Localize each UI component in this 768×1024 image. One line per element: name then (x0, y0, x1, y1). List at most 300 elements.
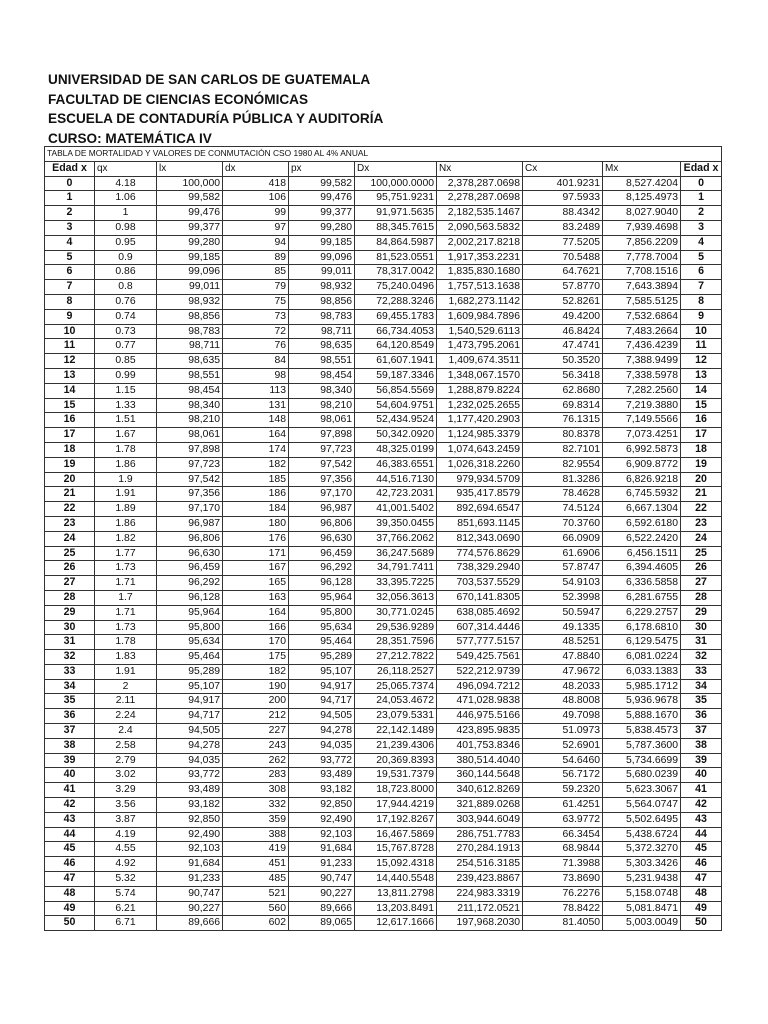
cell-Cx: 81.3286 (523, 472, 603, 487)
cell-Nx: 851,693.1145 (437, 516, 523, 531)
table-row (45, 176, 722, 191)
cell-Dx: 36,247.5689 (355, 546, 437, 561)
cell-qx: 0.98 (95, 220, 157, 235)
cell-lx: 95,289 (157, 664, 223, 679)
cell-dx: 182 (223, 457, 289, 472)
cell-Cx: 52.8261 (523, 294, 603, 309)
cell-qx: 6.21 (95, 901, 157, 916)
cell-px: 96,292 (289, 561, 355, 576)
cell-Mx: 6,394.4605 (603, 561, 681, 576)
cell-Cx: 83.2489 (523, 220, 603, 235)
table-row (45, 694, 722, 709)
cell-qx: 1.51 (95, 413, 157, 428)
cell-Dx: 17,192.8267 (355, 812, 437, 827)
cell-Nx: 254,516.3185 (437, 857, 523, 872)
cell-Mx: 7,282.2560 (603, 383, 681, 398)
cell-Cx: 49.4200 (523, 309, 603, 324)
cell-Nx: 2,002,217.8218 (437, 235, 523, 250)
cell-Nx: 496,094.7212 (437, 679, 523, 694)
cell-age-right: 19 (681, 457, 722, 472)
cell-Mx: 6,522.2420 (603, 531, 681, 546)
cell-lx: 97,898 (157, 442, 223, 457)
cell-dx: 131 (223, 398, 289, 413)
column-header-Cx: Cx (523, 161, 603, 176)
cell-qx: 1.89 (95, 502, 157, 517)
cell-Dx: 72,288.3246 (355, 294, 437, 309)
column-header-age: Edad x (45, 161, 95, 176)
cell-Mx: 5,838.4573 (603, 724, 681, 739)
cell-age-right: 13 (681, 368, 722, 383)
cell-Mx: 6,178.6810 (603, 620, 681, 635)
cell-dx: 166 (223, 620, 289, 635)
cell-age-right: 29 (681, 605, 722, 620)
table-row (45, 442, 722, 457)
cell-px: 97,170 (289, 487, 355, 502)
table-row (45, 872, 722, 887)
cell-age-right: 5 (681, 250, 722, 265)
cell-px: 96,128 (289, 576, 355, 591)
cell-dx: 75 (223, 294, 289, 309)
cell-Dx: 28,351.7596 (355, 635, 437, 650)
cell-px: 90,227 (289, 886, 355, 901)
cell-dx: 164 (223, 605, 289, 620)
cell-age-right: 9 (681, 309, 722, 324)
cell-dx: 283 (223, 768, 289, 783)
cell-qx: 1.77 (95, 546, 157, 561)
cell-lx: 98,340 (157, 398, 223, 413)
cell-age: 32 (45, 650, 95, 665)
cell-age-right: 50 (681, 916, 722, 931)
cell-px: 93,182 (289, 783, 355, 798)
cell-Dx: 88,345.7615 (355, 220, 437, 235)
cell-qx: 1.9 (95, 472, 157, 487)
cell-age: 19 (45, 457, 95, 472)
cell-Cx: 47.9672 (523, 664, 603, 679)
cell-Dx: 46,383.6551 (355, 457, 437, 472)
cell-Dx: 33,395.7225 (355, 576, 437, 591)
table-row (45, 916, 722, 931)
cell-age: 27 (45, 576, 95, 591)
cell-age-right: 4 (681, 235, 722, 250)
cell-age: 26 (45, 561, 95, 576)
cell-Mx: 7,708.1516 (603, 265, 681, 280)
cell-Dx: 66,734.4053 (355, 324, 437, 339)
cell-lx: 93,772 (157, 768, 223, 783)
cell-px: 98,210 (289, 398, 355, 413)
cell-Mx: 6,229.2757 (603, 605, 681, 620)
column-header-Mx: Mx (603, 161, 681, 176)
cell-dx: 262 (223, 753, 289, 768)
cell-dx: 418 (223, 176, 289, 191)
cell-age: 12 (45, 354, 95, 369)
cell-dx: 388 (223, 827, 289, 842)
cell-Cx: 74.5124 (523, 502, 603, 517)
cell-qx: 1.78 (95, 442, 157, 457)
table-row (45, 576, 722, 591)
cell-Cx: 78.4628 (523, 487, 603, 502)
table-row (45, 546, 722, 561)
cell-age-right: 23 (681, 516, 722, 531)
column-header-lx: lx (157, 161, 223, 176)
cell-Cx: 52.6901 (523, 738, 603, 753)
cell-px: 99,582 (289, 176, 355, 191)
cell-age-right: 34 (681, 679, 722, 694)
cell-Cx: 54.6460 (523, 753, 603, 768)
cell-Mx: 5,985.1712 (603, 679, 681, 694)
cell-dx: 175 (223, 650, 289, 665)
cell-Cx: 56.3418 (523, 368, 603, 383)
cell-lx: 92,103 (157, 842, 223, 857)
cell-lx: 95,964 (157, 605, 223, 620)
cell-age: 43 (45, 812, 95, 827)
cell-age-right: 2 (681, 206, 722, 221)
cell-Nx: 522,212.9739 (437, 664, 523, 679)
cell-lx: 98,711 (157, 339, 223, 354)
cell-Nx: 423,895.9835 (437, 724, 523, 739)
cell-Mx: 6,129.5475 (603, 635, 681, 650)
table-row (45, 280, 722, 295)
cell-age: 48 (45, 886, 95, 901)
cell-Cx: 48.2033 (523, 679, 603, 694)
cell-age-right: 32 (681, 650, 722, 665)
cell-Nx: 774,576.8629 (437, 546, 523, 561)
cell-dx: 113 (223, 383, 289, 398)
cell-age: 41 (45, 783, 95, 798)
cell-age-right: 39 (681, 753, 722, 768)
cell-Cx: 88.4342 (523, 206, 603, 221)
cell-Nx: 270,284.1913 (437, 842, 523, 857)
cell-Mx: 7,939.4698 (603, 220, 681, 235)
school-title: ESCUELA DE CONTADURÍA PÚBLICA Y AUDITORÍA (48, 111, 384, 126)
column-header-px: px (289, 161, 355, 176)
table-row (45, 857, 722, 872)
cell-age: 10 (45, 324, 95, 339)
cell-dx: 190 (223, 679, 289, 694)
cell-age: 16 (45, 413, 95, 428)
cell-px: 99,185 (289, 235, 355, 250)
cell-dx: 72 (223, 324, 289, 339)
cell-lx: 99,096 (157, 265, 223, 280)
cell-px: 98,551 (289, 354, 355, 369)
cell-lx: 99,377 (157, 220, 223, 235)
cell-dx: 332 (223, 798, 289, 813)
cell-px: 98,340 (289, 383, 355, 398)
cell-qx: 2.24 (95, 709, 157, 724)
cell-dx: 148 (223, 413, 289, 428)
cell-Mx: 7,073.4251 (603, 428, 681, 443)
cell-lx: 98,783 (157, 324, 223, 339)
table-row (45, 428, 722, 443)
cell-dx: 602 (223, 916, 289, 931)
cell-age: 18 (45, 442, 95, 457)
cell-Cx: 66.0909 (523, 531, 603, 546)
cell-px: 92,490 (289, 812, 355, 827)
cell-dx: 85 (223, 265, 289, 280)
cell-px: 99,377 (289, 206, 355, 221)
cell-Cx: 69.8314 (523, 398, 603, 413)
cell-Nx: 197,968.2030 (437, 916, 523, 931)
cell-age-right: 30 (681, 620, 722, 635)
cell-Dx: 14,440.5548 (355, 872, 437, 887)
cell-age-right: 48 (681, 886, 722, 901)
cell-Cx: 52.3998 (523, 590, 603, 605)
cell-age: 29 (45, 605, 95, 620)
cell-age-right: 36 (681, 709, 722, 724)
cell-age-right: 18 (681, 442, 722, 457)
cell-px: 98,932 (289, 280, 355, 295)
cell-px: 94,278 (289, 724, 355, 739)
table-row (45, 768, 722, 783)
cell-age-right: 31 (681, 635, 722, 650)
cell-Dx: 75,240.0496 (355, 280, 437, 295)
cell-lx: 98,932 (157, 294, 223, 309)
cell-Mx: 5,888.1670 (603, 709, 681, 724)
cell-Dx: 48,325.0199 (355, 442, 437, 457)
cell-age-right: 24 (681, 531, 722, 546)
cell-lx: 91,684 (157, 857, 223, 872)
cell-Cx: 82.9554 (523, 457, 603, 472)
table-row (45, 620, 722, 635)
cell-age-right: 6 (681, 265, 722, 280)
cell-dx: 521 (223, 886, 289, 901)
cell-Mx: 5,158.0748 (603, 886, 681, 901)
cell-qx: 1.06 (95, 191, 157, 206)
cell-qx: 6.71 (95, 916, 157, 931)
cell-Mx: 8,027.9040 (603, 206, 681, 221)
cell-Dx: 23,079.5331 (355, 709, 437, 724)
cell-lx: 93,489 (157, 783, 223, 798)
cell-Nx: 1,124,985.3379 (437, 428, 523, 443)
cell-age-right: 28 (681, 590, 722, 605)
cell-px: 98,783 (289, 309, 355, 324)
cell-dx: 184 (223, 502, 289, 517)
cell-age: 28 (45, 590, 95, 605)
cell-Cx: 63.9772 (523, 812, 603, 827)
table-row (45, 812, 722, 827)
cell-age: 49 (45, 901, 95, 916)
table-row (45, 561, 722, 576)
cell-px: 99,011 (289, 265, 355, 280)
cell-age-right: 40 (681, 768, 722, 783)
cell-dx: 97 (223, 220, 289, 235)
table-row (45, 235, 722, 250)
cell-Mx: 7,778.7004 (603, 250, 681, 265)
cell-Cx: 70.5488 (523, 250, 603, 265)
cell-age-right: 10 (681, 324, 722, 339)
cell-age-right: 21 (681, 487, 722, 502)
cell-Cx: 401.9231 (523, 176, 603, 191)
cell-Mx: 5,231.9438 (603, 872, 681, 887)
cell-qx: 4.18 (95, 176, 157, 191)
cell-lx: 99,582 (157, 191, 223, 206)
cell-age: 39 (45, 753, 95, 768)
cell-qx: 4.55 (95, 842, 157, 857)
cell-age-right: 14 (681, 383, 722, 398)
cell-lx: 97,723 (157, 457, 223, 472)
cell-qx: 3.87 (95, 812, 157, 827)
table-row (45, 398, 722, 413)
cell-age: 24 (45, 531, 95, 546)
cell-Dx: 20,369.8393 (355, 753, 437, 768)
table-row (45, 354, 722, 369)
cell-Dx: 29,536.9289 (355, 620, 437, 635)
cell-qx: 0.74 (95, 309, 157, 324)
cell-age-right: 17 (681, 428, 722, 443)
cell-Cx: 49.1335 (523, 620, 603, 635)
cell-Nx: 2,182,535.1467 (437, 206, 523, 221)
table-row (45, 664, 722, 679)
cell-Cx: 59.2320 (523, 783, 603, 798)
cell-age: 7 (45, 280, 95, 295)
table-row (45, 191, 722, 206)
cell-px: 99,280 (289, 220, 355, 235)
cell-Cx: 97.5933 (523, 191, 603, 206)
cell-lx: 94,035 (157, 753, 223, 768)
cell-Nx: 703,537.5529 (437, 576, 523, 591)
cell-lx: 100,000 (157, 176, 223, 191)
cell-age-right: 45 (681, 842, 722, 857)
cell-dx: 94 (223, 235, 289, 250)
cell-qx: 1.82 (95, 531, 157, 546)
cell-Mx: 7,436.4239 (603, 339, 681, 354)
cell-lx: 94,717 (157, 709, 223, 724)
cell-Nx: 286,751.7783 (437, 827, 523, 842)
cell-Cx: 78.8422 (523, 901, 603, 916)
cell-dx: 186 (223, 487, 289, 502)
cell-Nx: 1,177,420.2903 (437, 413, 523, 428)
cell-Nx: 1,473,795.2061 (437, 339, 523, 354)
cell-qx: 1.78 (95, 635, 157, 650)
cell-Nx: 303,944.6049 (437, 812, 523, 827)
cell-dx: 185 (223, 472, 289, 487)
cell-lx: 95,800 (157, 620, 223, 635)
table-row (45, 413, 722, 428)
cell-Dx: 78,317.0042 (355, 265, 437, 280)
cell-Dx: 54,604.9751 (355, 398, 437, 413)
cell-lx: 96,459 (157, 561, 223, 576)
cell-Cx: 48.5251 (523, 635, 603, 650)
cell-Cx: 49.7098 (523, 709, 603, 724)
cell-Dx: 69,455.1783 (355, 309, 437, 324)
cell-Nx: 638,085.4692 (437, 605, 523, 620)
cell-px: 99,096 (289, 250, 355, 265)
cell-dx: 73 (223, 309, 289, 324)
cell-qx: 3.56 (95, 798, 157, 813)
cell-px: 90,747 (289, 872, 355, 887)
cell-lx: 89,666 (157, 916, 223, 931)
cell-Cx: 57.8770 (523, 280, 603, 295)
cell-Nx: 1,348,067.1570 (437, 368, 523, 383)
cell-age: 40 (45, 768, 95, 783)
course-title: CURSO: MATEMÁTICA IV (48, 130, 212, 146)
cell-age-right: 27 (681, 576, 722, 591)
cell-age-right: 3 (681, 220, 722, 235)
cell-Mx: 7,585.5125 (603, 294, 681, 309)
cell-qx: 2.4 (95, 724, 157, 739)
table-row (45, 635, 722, 650)
cell-age-right: 38 (681, 738, 722, 753)
cell-dx: 163 (223, 590, 289, 605)
cell-Dx: 56,854.5569 (355, 383, 437, 398)
cell-Dx: 61,607.1941 (355, 354, 437, 369)
table-row (45, 339, 722, 354)
cell-px: 98,711 (289, 324, 355, 339)
cell-px: 95,464 (289, 635, 355, 650)
table-row (45, 220, 722, 235)
cell-Mx: 5,623.3067 (603, 783, 681, 798)
cell-Dx: 15,767.8728 (355, 842, 437, 857)
cell-Nx: 2,090,563.5832 (437, 220, 523, 235)
cell-lx: 99,011 (157, 280, 223, 295)
cell-age-right: 43 (681, 812, 722, 827)
table-row (45, 324, 722, 339)
cell-Nx: 892,694.6547 (437, 502, 523, 517)
cell-age: 2 (45, 206, 95, 221)
cell-Dx: 59,187.3346 (355, 368, 437, 383)
table-row (45, 590, 722, 605)
cell-dx: 170 (223, 635, 289, 650)
cell-Mx: 7,532.6864 (603, 309, 681, 324)
cell-px: 93,772 (289, 753, 355, 768)
cell-lx: 99,280 (157, 235, 223, 250)
cell-lx: 98,635 (157, 354, 223, 369)
cell-px: 96,630 (289, 531, 355, 546)
cell-Dx: 91,971.5635 (355, 206, 437, 221)
table-row (45, 901, 722, 916)
table-row (45, 709, 722, 724)
cell-Cx: 64.7621 (523, 265, 603, 280)
cell-Nx: 607,314.4446 (437, 620, 523, 635)
cell-Dx: 30,771.0245 (355, 605, 437, 620)
cell-qx: 1.71 (95, 605, 157, 620)
cell-dx: 180 (223, 516, 289, 531)
cell-lx: 97,170 (157, 502, 223, 517)
cell-px: 98,635 (289, 339, 355, 354)
cell-Nx: 979,934.5709 (437, 472, 523, 487)
cell-Nx: 2,378,287.0698 (437, 176, 523, 191)
cell-age-right: 26 (681, 561, 722, 576)
cell-dx: 164 (223, 428, 289, 443)
cell-lx: 94,917 (157, 694, 223, 709)
cell-px: 95,634 (289, 620, 355, 635)
cell-Cx: 54.9103 (523, 576, 603, 591)
cell-Dx: 13,811.2798 (355, 886, 437, 901)
cell-Cx: 62.8680 (523, 383, 603, 398)
cell-Mx: 6,667.1304 (603, 502, 681, 517)
cell-age-right: 12 (681, 354, 722, 369)
cell-Mx: 5,936.9678 (603, 694, 681, 709)
cell-Cx: 56.7172 (523, 768, 603, 783)
cell-Mx: 6,336.5858 (603, 576, 681, 591)
cell-px: 96,806 (289, 516, 355, 531)
cell-lx: 97,542 (157, 472, 223, 487)
cell-Mx: 6,081.0224 (603, 650, 681, 665)
cell-Dx: 37,766.2062 (355, 531, 437, 546)
cell-qx: 0.73 (95, 324, 157, 339)
cell-dx: 176 (223, 531, 289, 546)
cell-Nx: 1,540,529.6113 (437, 324, 523, 339)
cell-dx: 227 (223, 724, 289, 739)
cell-Dx: 12,617.1666 (355, 916, 437, 931)
cell-lx: 99,476 (157, 206, 223, 221)
cell-qx: 1.33 (95, 398, 157, 413)
cell-dx: 200 (223, 694, 289, 709)
cell-Mx: 6,592.6180 (603, 516, 681, 531)
cell-px: 95,800 (289, 605, 355, 620)
cell-Nx: 1,609,984.7896 (437, 309, 523, 324)
cell-px: 94,917 (289, 679, 355, 694)
column-header-Nx: Nx (437, 161, 523, 176)
